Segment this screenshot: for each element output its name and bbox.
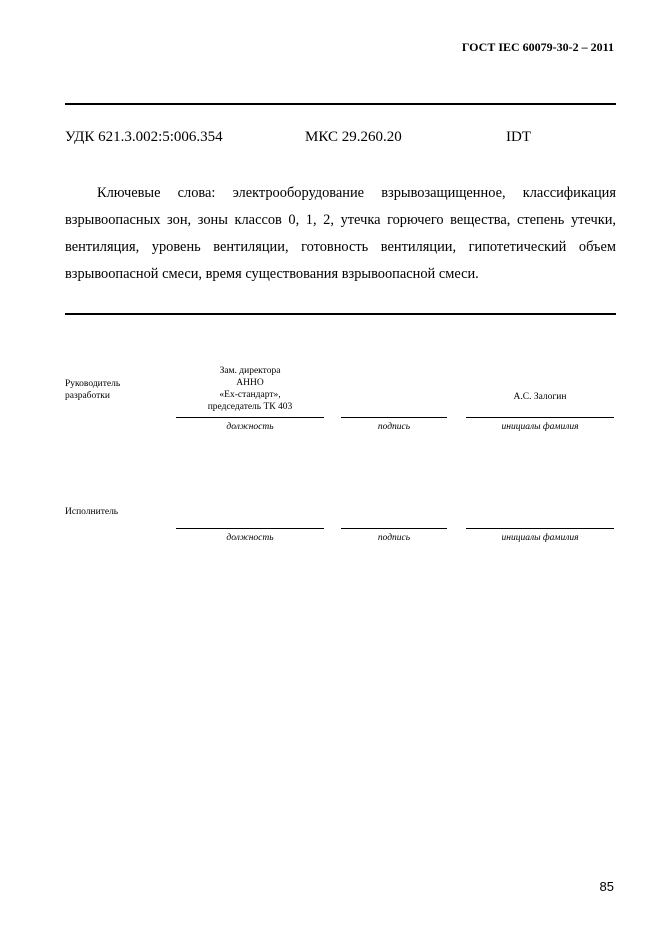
page-number: 85 — [599, 879, 614, 894]
top-divider — [65, 103, 616, 105]
head-position-line-rule — [176, 417, 324, 418]
head-position — [176, 365, 324, 413]
head-caption-signature: подпись — [377, 422, 411, 432]
executor-caption-signature: подпись — [377, 533, 411, 543]
head-caption-position: должность — [226, 422, 274, 432]
head-name-line-rule — [466, 417, 614, 418]
bottom-divider — [65, 313, 616, 315]
udk-code: УДК 621.3.002:5:006.354 — [65, 129, 223, 145]
head-signature-line-rule — [341, 417, 447, 418]
keywords-paragraph: Ключевые слова: электрооборудование взрывозащищенное, классификация взрывоопасных зон, зоны классов 0, 1, 2, утечка горючего вещества, степень утечки, вентиляция, уровень вентиляции, готовность вентиляции, гипотетический объем взрывоопасной смеси, время существования взрывоопасной смеси. — [65, 185, 616, 282]
head-role-line1: Руководитель — [65, 379, 121, 389]
executor-role: Исполнитель — [65, 507, 119, 517]
head-position-line: Зам. директора — [219, 366, 281, 376]
head-position-line: председатель ТК 403 — [207, 402, 293, 412]
executor-caption-name: инициалы фамилия — [501, 533, 579, 543]
head-position-line: «Ex-стандарт», — [219, 390, 281, 400]
executor-name-line-rule — [466, 528, 614, 529]
head-role-line2: разработки — [65, 391, 110, 401]
head-role — [65, 378, 120, 402]
head-caption-name: инициалы фамилия — [501, 422, 579, 432]
executor-caption-position: должность — [226, 533, 274, 543]
idt-mark: IDT — [506, 129, 531, 145]
executor-signature-line-rule — [341, 528, 447, 529]
document-header: ГОСТ IEC 60079-30-2 – 2011 — [461, 40, 614, 54]
head-position-line: АННО — [236, 378, 264, 388]
mks-code: МКС 29.260.20 — [305, 129, 402, 145]
head-name: А.С. Залогин — [513, 392, 567, 402]
executor-position-line-rule — [176, 528, 324, 529]
